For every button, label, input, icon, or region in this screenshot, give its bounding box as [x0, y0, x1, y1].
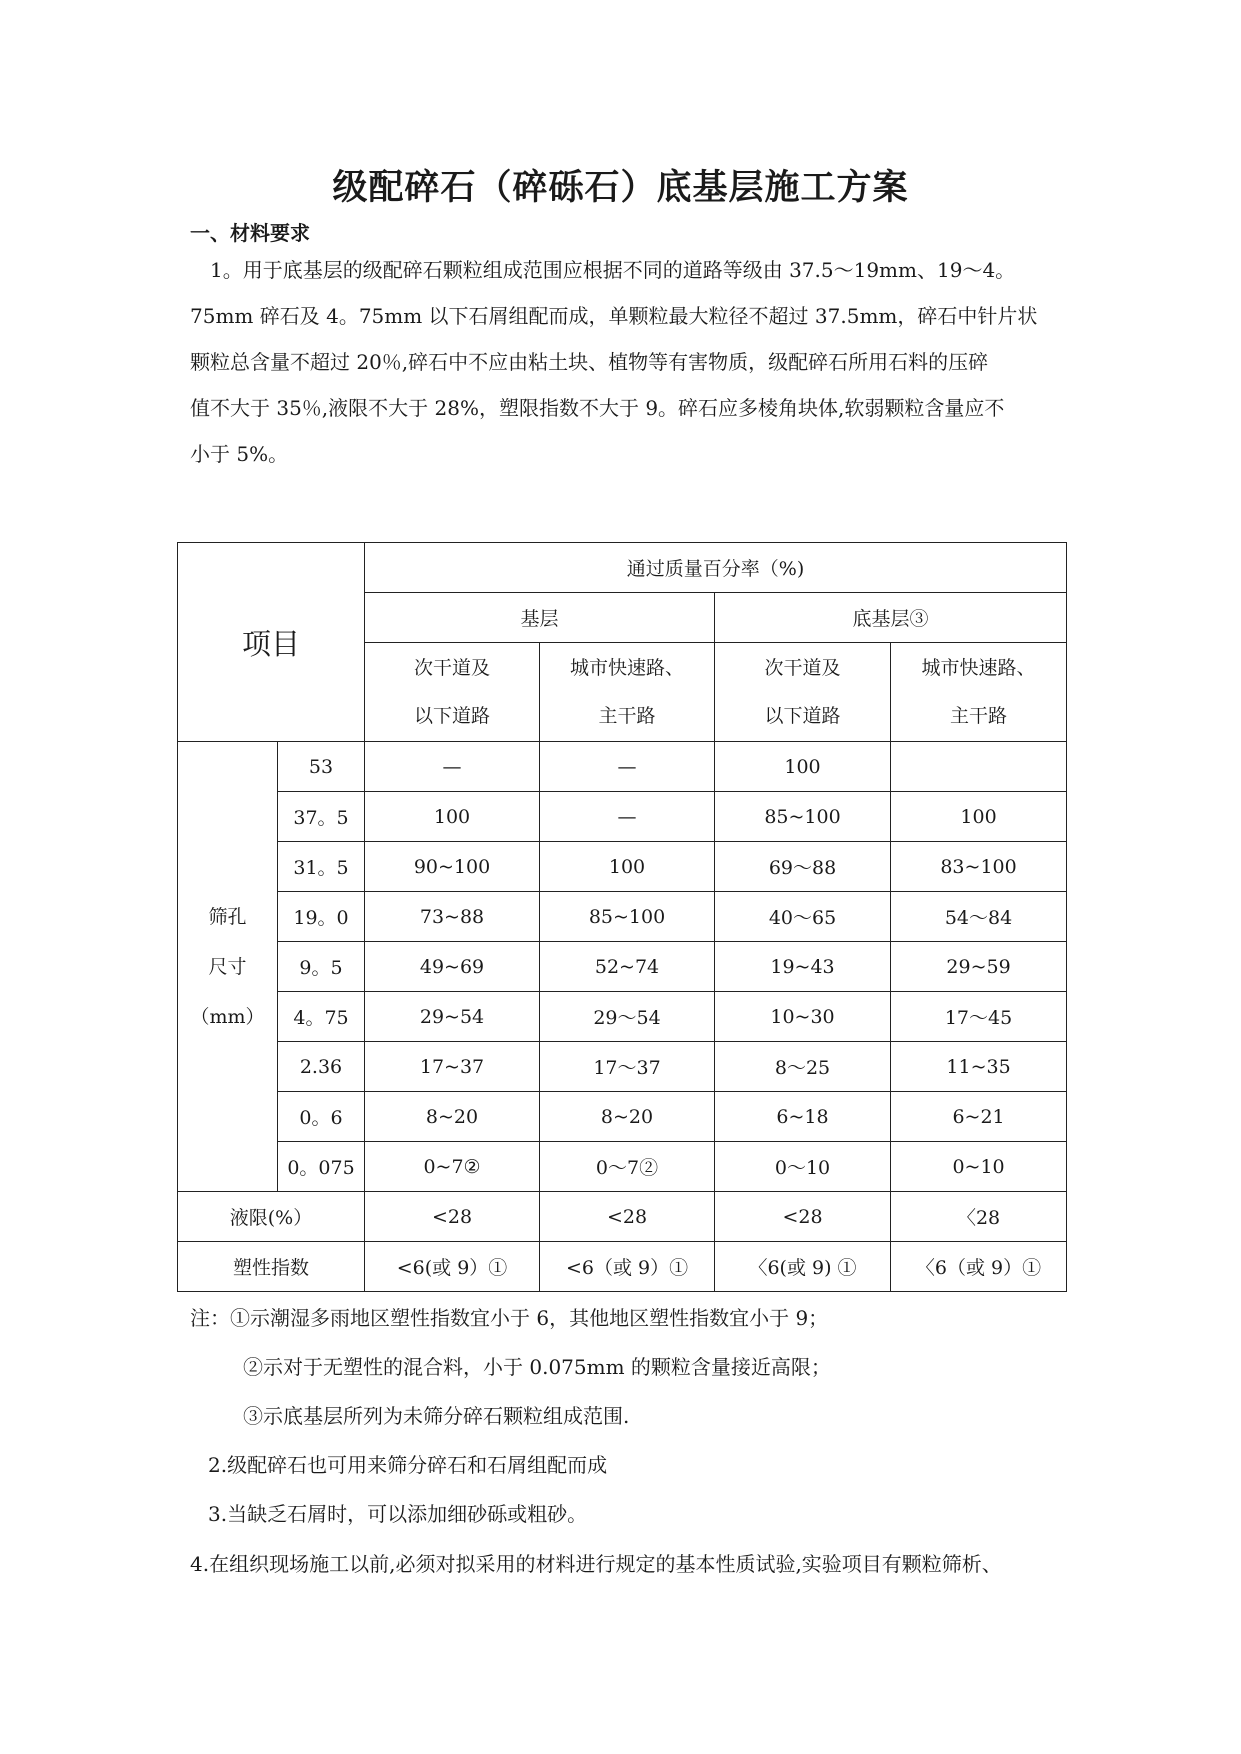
sieve-size: 0。075 [278, 1142, 365, 1192]
table-cell: 10~30 [715, 992, 891, 1042]
table-cell: 100 [365, 792, 540, 842]
table-cell: <28 [540, 1192, 715, 1242]
col-header-line: 城市快速路、 [570, 657, 685, 679]
group-header-base: 基层 [365, 593, 715, 643]
table-cell: 90~100 [365, 842, 540, 892]
table-cell: <28 [365, 1192, 540, 1242]
list-item-4: 4.在组织现场施工以前,必须对拟采用的材料进行规定的基本性质试验,实验项目有颗粒筛析、 [190, 1552, 1002, 1576]
table-cell: 17～45 [891, 992, 1067, 1042]
table-cell: 〈28 [891, 1192, 1067, 1242]
paragraph-line: 颗粒总含量不超过 20％,碎石中不应由粘土块、植物等有害物质，级配碎石所用石料的压碎 [190, 350, 989, 374]
table-cell: 8～25 [715, 1042, 891, 1092]
table-cell: — [540, 742, 715, 792]
table-cell: <6（或 9）① [540, 1242, 715, 1292]
col-header-line: 主干路 [598, 705, 656, 727]
sieve-size-label [178, 742, 278, 1192]
table-note-1: 注：①示潮湿多雨地区塑性指数宜小于 6，其他地区塑性指数宜小于 9； [190, 1306, 829, 1330]
col-header-line: 次干道及 [414, 657, 491, 679]
document-title: 级配碎石（碎砾石）底基层施工方案 [332, 167, 909, 208]
sieve-label-line: （mm） [190, 1005, 265, 1028]
section-heading: 一、材料要求 [190, 221, 310, 245]
sieve-label-line: 筛孔 [208, 905, 247, 928]
table-note-3: ③示底基层所列为未筛分碎石颗粒组成范围. [243, 1404, 630, 1428]
table-cell: 85~100 [715, 792, 891, 842]
table-row [178, 992, 1067, 1042]
sieve-size: 53 [278, 742, 365, 792]
grading-table [177, 542, 1067, 1292]
table-cell: 〈6(或 9) ① [715, 1242, 891, 1292]
table-cell: 100 [891, 792, 1067, 842]
liquid-limit-label: 液限(%） [178, 1192, 365, 1242]
table-cell: 85~100 [540, 892, 715, 942]
table-cell: 100 [715, 742, 891, 792]
table-cell: 52~74 [540, 942, 715, 992]
table-cell [891, 742, 1067, 792]
table-row [178, 892, 1067, 942]
pass-rate-header: 通过质量百分率（%) [365, 543, 1067, 593]
table-cell: 0~7② [365, 1142, 540, 1192]
table-cell: 29~59 [891, 942, 1067, 992]
col-header-secondary-road [715, 643, 891, 742]
table-cell: 17～37 [540, 1042, 715, 1092]
table-row [178, 792, 1067, 842]
item-header: 项目 [178, 543, 365, 742]
table-row [178, 1042, 1067, 1092]
table-row-liquid-limit [178, 1192, 1067, 1242]
table-cell: — [365, 742, 540, 792]
group-header-subbase: 底基层③ [715, 593, 1067, 643]
col-header-line: 城市快速路、 [921, 657, 1036, 679]
table-cell: 83~100 [891, 842, 1067, 892]
table-cell: <6(或 9）① [365, 1242, 540, 1292]
table-note-2: ②示对于无塑性的混合料，小于 0.075mm 的颗粒含量接近高限； [243, 1355, 831, 1379]
table-cell: 69～88 [715, 842, 891, 892]
sieve-size: 37。5 [278, 792, 365, 842]
table-cell: 6~18 [715, 1092, 891, 1142]
table-cell: 29~54 [365, 992, 540, 1042]
table-cell: 17~37 [365, 1042, 540, 1092]
paragraph-line: 75mm 碎石及 4。75mm 以下石屑组配而成，单颗粒最大粒径不超过 37.5mm，碎石中针片状 [190, 304, 1038, 328]
col-header-expressway [891, 643, 1067, 742]
table-row [178, 1142, 1067, 1192]
table-row [178, 1092, 1067, 1142]
table-cell: 29～54 [540, 992, 715, 1042]
list-item-2: 2.级配碎石也可用来筛分碎石和石屑组配而成 [208, 1453, 608, 1477]
table-cell: 73~88 [365, 892, 540, 942]
table-cell: 40～65 [715, 892, 891, 942]
col-header-line: 以下道路 [764, 705, 841, 727]
sieve-size: 2.36 [278, 1042, 365, 1092]
table-cell: 6~21 [891, 1092, 1067, 1142]
table-cell: 〈6（或 9）① [891, 1242, 1067, 1292]
plasticity-label: 塑性指数 [178, 1242, 365, 1292]
table-row [178, 942, 1067, 992]
sieve-size: 4。75 [278, 992, 365, 1042]
table-cell: 19~43 [715, 942, 891, 992]
table-cell: 0~10 [891, 1142, 1067, 1192]
table-cell: 100 [540, 842, 715, 892]
sieve-label-line: 尺寸 [208, 955, 247, 978]
paragraph-line: 小于 5%。 [190, 442, 289, 466]
sieve-size: 19。0 [278, 892, 365, 942]
sieve-size: 31。5 [278, 842, 365, 892]
table-row [178, 842, 1067, 892]
table-cell: 0～10 [715, 1142, 891, 1192]
sieve-size: 0。6 [278, 1092, 365, 1142]
table-cell: <28 [715, 1192, 891, 1242]
table-cell: — [540, 792, 715, 842]
col-header-line: 次干道及 [764, 657, 841, 679]
col-header-expressway [540, 643, 715, 742]
table-cell: 54～84 [891, 892, 1067, 942]
table-row-plasticity [178, 1242, 1067, 1292]
col-header-line: 以下道路 [414, 705, 491, 727]
col-header-secondary-road [365, 643, 540, 742]
paragraph-line: 1。用于底基层的级配碎石颗粒组成范围应根据不同的道路等级由 37.5～19mm、19～4。 [210, 258, 1016, 282]
list-item-3: 3.当缺乏石屑时，可以添加细砂砾或粗砂。 [208, 1502, 588, 1526]
sieve-size: 9。5 [278, 942, 365, 992]
paragraph-material-requirements [190, 247, 1052, 477]
col-header-line: 主干路 [950, 705, 1008, 727]
table-cell: 11~35 [891, 1042, 1067, 1092]
paragraph-line: 值不大于 35％,液限不大于 28%，塑限指数不大于 9。碎石应多棱角块体,软弱颗粒含量应不 [190, 396, 1005, 420]
table-cell: 49~69 [365, 942, 540, 992]
table-cell: 0～7② [540, 1142, 715, 1192]
table-row [178, 742, 1067, 792]
table-cell: 8~20 [365, 1092, 540, 1142]
table-cell: 8~20 [540, 1092, 715, 1142]
